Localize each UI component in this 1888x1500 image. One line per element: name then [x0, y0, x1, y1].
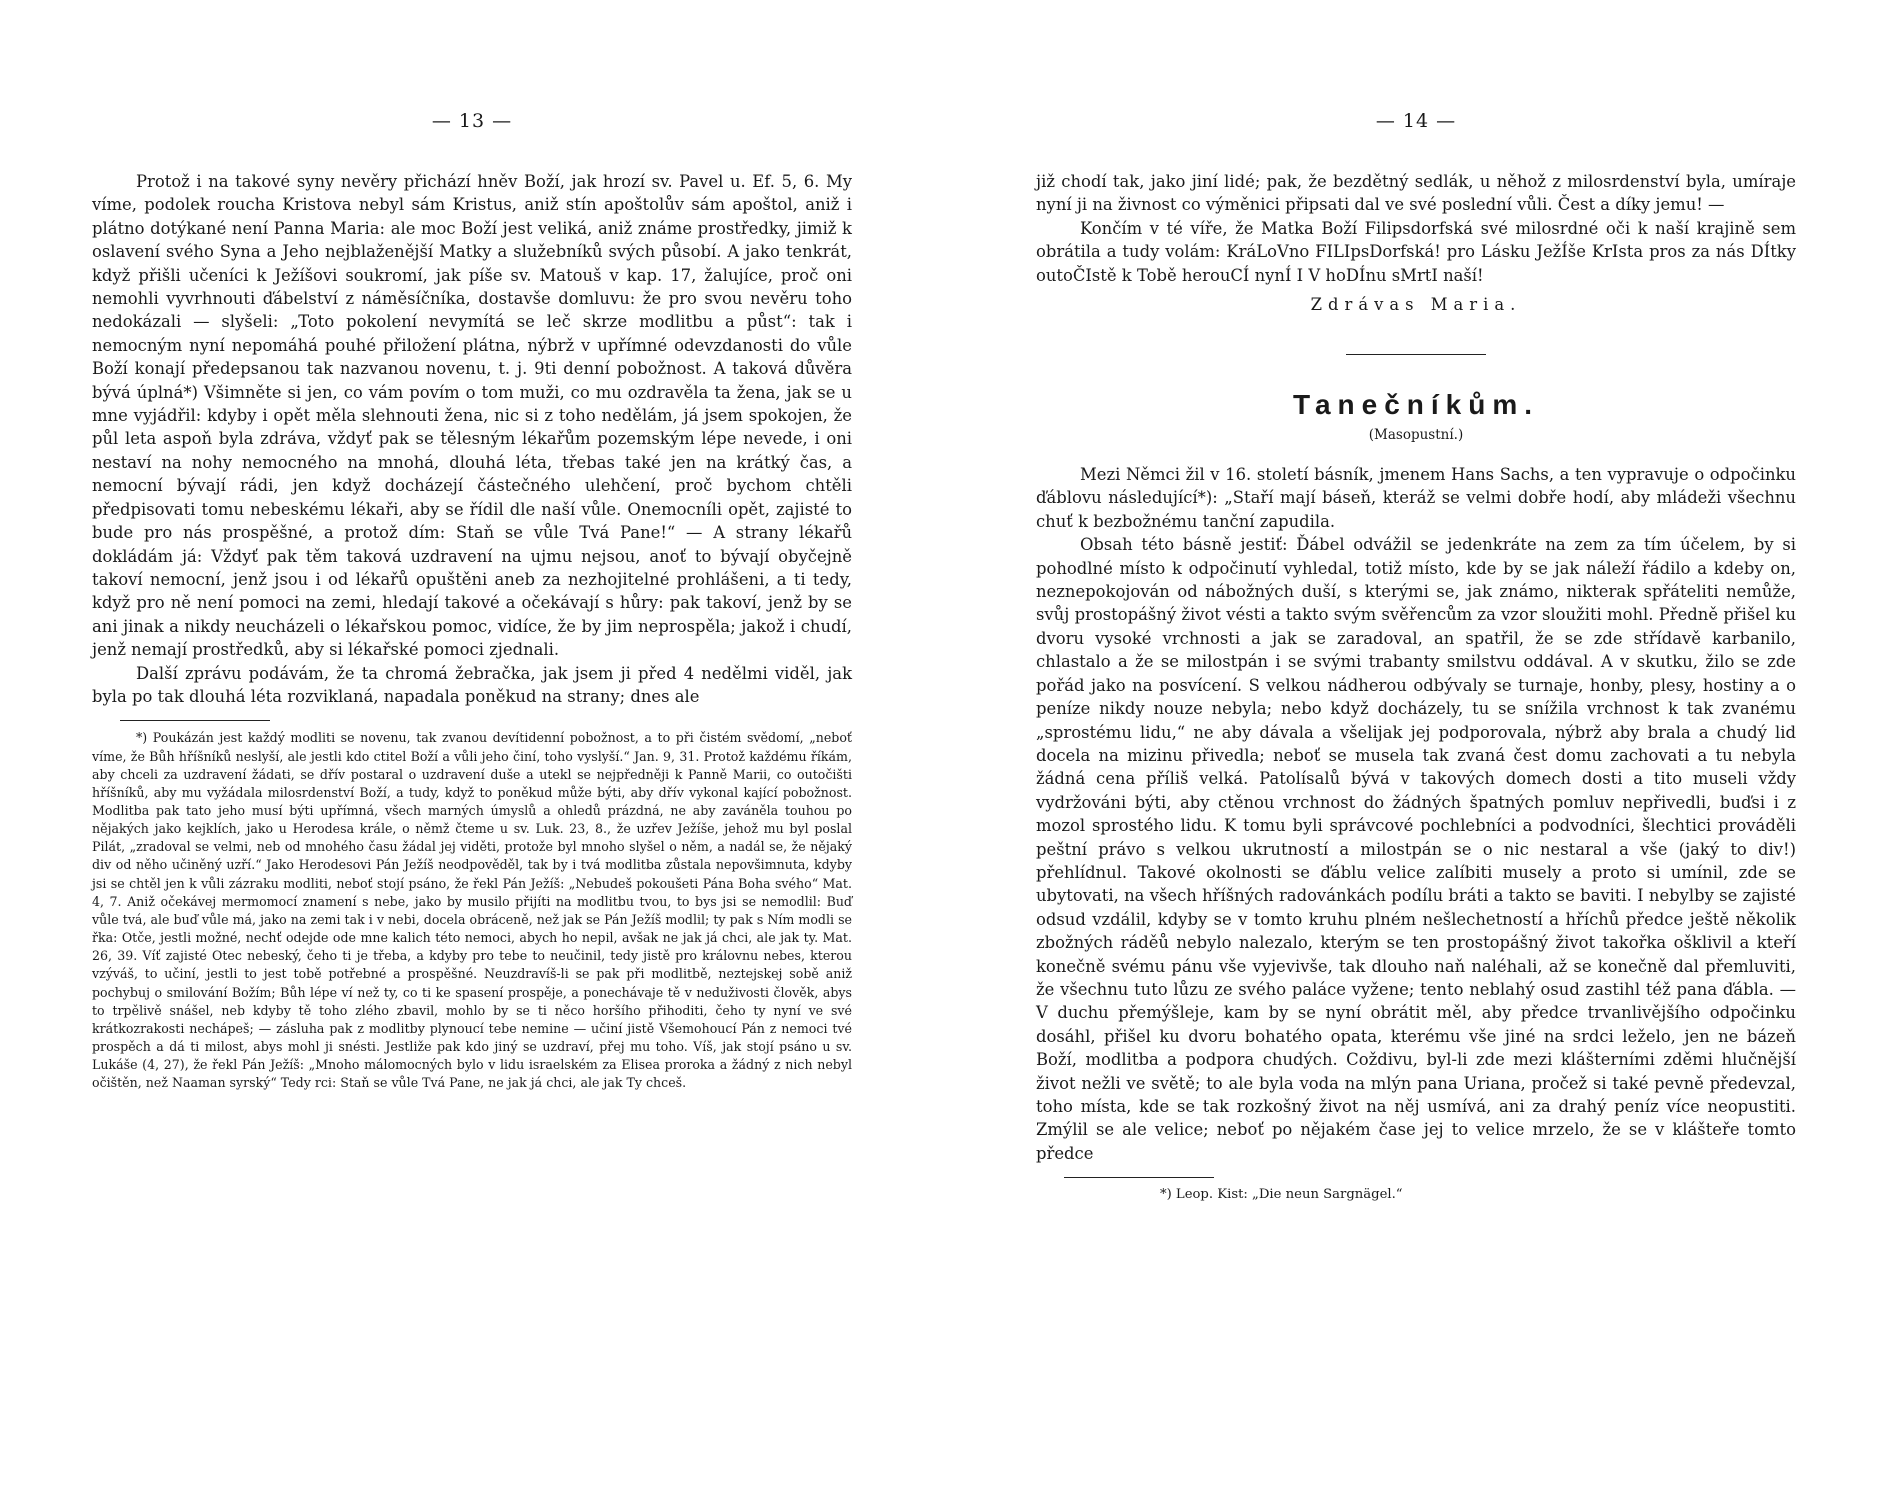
left-page [92, 0, 852, 1092]
paragraph: Mezi Němci žil v 16. století básník, jmenem Hans Sachs, a ten vypravuje o odpočinku ďáblovu následující*): „Staří mají báseň, kteráž se velmi dobře hodí, aby mládeži všechnu chuť k bezbožnému tanční zapudila. [1036, 465, 1796, 531]
paragraph: již chodí tak, jako jiní lidé; pak, že bezdětný sedlák, u něhož z milosrdenství byla, umíraje nyní ji na živnost co výměnici připsati dal ve své poslední vůli. Čest a díky jemu! — [1036, 172, 1796, 215]
prayer-paragraph: Končím v té víře, že Matka Boží Filipsdorfská své milosrdné oči k naší krajině sem obrátila a tudy volám: KráLoVno FILIpsDorfská! pro Lásku JežÍše KrIsta pros za nás DÍtky outoČIstě k Tobě herouCÍ nynÍ I V hoDÍnu sMrtI naší! [1036, 218, 1796, 285]
page-number: — 13 — [431, 110, 513, 132]
section-text [1036, 463, 1796, 1165]
right-page [1036, 0, 1796, 1204]
footnote: *) Leop. Kist: „Die neun Sargnägel.“ [1160, 1187, 1403, 1203]
main-text [92, 170, 852, 708]
main-text [1036, 170, 1796, 217]
page-number: — 14 — [1375, 110, 1457, 132]
paragraph: Další zprávu podávám, že ta chromá žebračka, jak jsem ji před 4 nedělmi viděl, jak byla po tak dlouhá léta rozviklaná, napadala poněkud na strany; dnes ale [92, 663, 852, 706]
section-subtitle: (Masopustní.) [1368, 427, 1464, 444]
paragraph: Obsah této básně jestiť: Ďábel odvážil se jedenkráte na zem za tím účelem, by si pohodlné místo k odpočinutí vyhledal, totiž místo, kde by se jak náleží řádilo a kdeby on, neznepokojován od nábožných duší, s kterými se, jak známo, nikterak spřáteliti nemůže, svůj prostopášný život vésti a takto svým svěřencům za vzor sloužiti mohl. Předně přišel ku dvoru vysoké vrchnosti a jak se zaradoval, an spatřil, že se zde střídavě karbanilo, chlastalo a že se milostpán i se svými trabanty smilstvu oddával. A v skutku, žilo se zde pořád jako na posvícení. S velkou nádherou odbývaly se turnaje, honby, plesy, hostiny a o peníze nikdy nouze nebyla; nebo když docházely, tu se snížila vrchnost k tak zvanému „sprostému lidu,“ ne aby dávala a všelijak jej podporovala, nýbrž aby brala a chudý lid docela na mizinu přivedla; neboť se musela tak zvaná čest domu zachovati a tu nebyla žádná cena příliš velká. Patolísalů bývá v takových domech dosti a tito museli vždy vydržováni býti, aby ctěnou vrchnost do žádných špatných pomluv nepřivedli, buďsi i z mozol sprostého lidu. K tomu byli správcové pochlebníci a podvodníci, šlechtici prováděli peštní právo s velkou ukrutností a milostpán se o nic nestaral a vše (jaký to div!) přehlídnul. Takové okolnosti se ďáblu velice zalíbiti musely a proto si umínil, zde se ubytovati, na všech hříšných radovánkách podílu bráti a takto se baviti. I nebylby se zajisté odsud vzdálil, kdyby se v tomto kruhu plném nešlechetností a hříchů předce ještě několik zbožných ráděů nebylo nalezalo, kterým se ten prostopášný život takořka ošklivil a kteří konečně svému pánu vše vyjevivše, tak dlouho naň naléhali, až se konečně dal přemluviti, že všechnu tuto lůzu ze svého paláce vyžene; tento neblahý osud zastihl též pana ďábla. — V duchu přemýšleje, kam by se nyní obrátit měl, aby předce trvanlivějšího odpočinku dosáhl, přišel ku dvoru bohatého opata, kterému vše jiné na srdci leželo, jen ne bázeň Boží, modlitba a podpora chudých. Coždivu, byl-li zde mezi klášterními zděmi hlučnější život nežli ve světě; to ale byla voda na mlýn pana Uriana, pročež si také pevně předevzal, toho místa, kde se tak rozkošný život na něj usmívá, ani za drahý peníz více neopustiti. Zmýlil se ale velice; neboť po nějakém čase jej to velice mrzelo, že se v klášteře tomto předce [1036, 535, 1796, 1163]
salutation: Zdrávas Maria. [1310, 295, 1522, 315]
footnote-divider [120, 720, 270, 721]
section-title: Tanečníkům. [1292, 389, 1540, 421]
footnote-divider [1064, 1177, 1214, 1178]
footnote: *) Poukázán jest každý modliti se novenu, tak zvanou devítidenní pobožnost, a to při čistém svědomí, „neboť víme, že Bůh hříšníků neslyší, ale jestli kdo ctitel Boží a vůli jeho činí, toho vyslyší.“ Jan. 9, 31. Protož každému říkám, aby chceli za uzdravení žádati, se dřív postaral o uzdravení duše a utekl se nejpředněji k Panně Marii, co outočišti hříšníků, aby mu vyžádala milosrdenství Boží, a tudy, když to poněkud může býti, aby dřív vykonal kající pobožnost. Modlitba pak tato jeho musí býti upřímná, všech marných úmyslů a ohledů prázdná, ne aby zaváněla touhou po nějakých jako kejklích, jako u Herodesa krále, o němž čteme u sv. Luk. 23, 8., že uzřev Ježíše, jehož mu byl poslal Pilát, „zradoval se velmi, neb od mnohého času žádal jej viděti, protože byl mnoho slyšel o něm, a nadál se, že nějaký div od něho učiněný uzří.“ Jako Herodesovi Pán Ježíš neodpověděl, tak by i tvá modlitba zůstala nepovšimnuta, kdyby jsi se chtěl jen k vůli zázraku modliti, neboť stojí psáno, že řekl Pán Ježíš: „Nebudeš pokoušeti Pána Boha svého“ Mat. 4, 7. Aniž očekávej mermomocí znamení s nebe, jako by musilo přijíti na modlitbu tvou, to bys jsi se nemodlil: Buď vůle tvá, ale buď vůle má, jako na zemi tak i v nebi, docela obráceně, než jak se Pán Ježíš modlil; ty pak s Ním modli se řka: Otče, jestli možné, nechť odejde ode mne kalich této nemoci, abych ho nepil, avšak ne jak já chci, ale jak ty. Mat. 26, 39. Víť zajisté Otec nebeský, čeho ti je třeba, a kdyby pro tebe to neučinil, tedy jistě pro královnu nebes, kterou vzýváš, to učiní, jestli to jest tobě potřebné a prospěšné. Neuzdravíš-li se pak při modlitbě, neztejskej sobě aniž pochybuj o smilování Božím; Bůh lépe ví než ty, co ti ke spasení prospěje, a ponechávaje tě v neduživosti člověk, abys to trpělivě snášel, neb kdyby tě toho zlého zbavil, mohlo by se ti něco horšího přihoditi, čeho ty nyní ve své krátkozrakosti nechápeš; — zásluha pak z modlitby plynoucí tebe nemine — učiní jistě Všemohoucí Pán z nemoci tvé prospěch a dá ti milost, abys mohl ji snésti. Jestliže pak kdo jiný se uzdraví, přej mu toho. Víš, jak stojí psáno u sv. Lukáše (4, 27), že řekl Pán Ježíš: „Mnoho málomocných bylo v lidu israelském za Elisea proroka a žádný z nich nebyl očištěn, než Naaman syrský“ Tedy rci: Staň se vůle Tvá Pane, ne jak já chci, ale jak Ty chceš. [92, 730, 852, 1091]
paragraph: Protož i na takové syny nevěry přichází hněv Boží, jak hrozí sv. Pavel u. Ef. 5, 6. My víme, podolek roucha Kristova nebyl sám Kristus, aniž stín apoštolův sám apoštol, aniž i plátno dotýkané není Panna Maria: ale moc Boží jest veliká, aniž známe prostředky, jimiž k oslavení svého Syna a Jeho nejblaženější Matky a služebníků svých působí. A jako tenkrát, když přišli učeníci k Ježíšovi soukromí, jak píše sv. Matouš v kap. 17, žalujíce, proč oni nemohli vyvrhnouti ďábelství z náměsíčníka, dostavše domluvu: že pro svou nevěru toho nedokázali — slyšeli: „Toto pokolení nevymítá se leč skrze modlitbu a půst“: tak i nemocným nyní nepomáhá pouhé přiložení plátna, nýbrž v upřímné odevzdanosti do vůle Boží konají předepsanou tak nazvanou novenu, t. j. 9ti denní pobožnost. A taková důvěra bývá úplná*) Všimněte si jen, co vám povím o tom muži, co mu ozdravěla ta žena, jak se u mne vyjádřil: kdyby i opět měla slehnouti žena, nic si z toho nedělám, já jsem spokojen, že půl leta aspoň byla zdráva, vždyť pak se tělesným lékařům pozemským lépe nevede, i oni nestaví na nohy nemocného na mnohá, dlouhá léta, třebas také jen na krátký čas, a nemocní bývají rádi, jen když docházejí částečného ulehčení, proč bychom chtěli předpisovati tomu nebeskému lékaři, aby se řídil dle naší vůle. Onemocníli opět, zajisté to bude pro nás prospěšné, a protož dím: Staň se vůle Tvá Pane!“ — A strany lékařů dokládám já: Vždyť pak těm taková uzdravení na ujmu nejsou, anoť to bývají obyčejně takoví nemocní, jenž jsou i od lékařů opuštěni aneb za nezhojitelné prohlášeni, a ti tedy, když pro ně není pomoci na zemi, hledají takové a očekávají s hůry: pak takoví, jenž by se ani jinak a nikdy neucházeli o lékařskou pomoc, vidíce, že by jim neprospěla; jakož i chudí, jenž nemají prostředků, aby si lékařské pomoci zjednali. [92, 172, 852, 660]
section-divider [1346, 354, 1486, 355]
